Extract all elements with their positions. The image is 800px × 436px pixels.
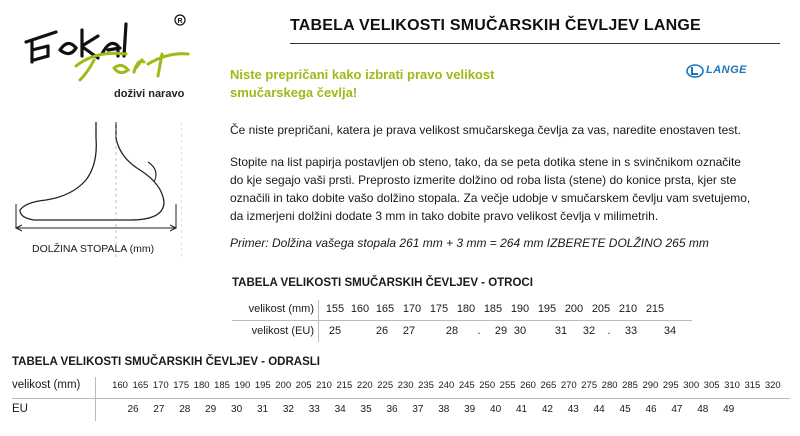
- row-label: velikost (mm): [248, 303, 314, 315]
- table-cell: 170: [402, 303, 422, 315]
- table-cell: 210: [316, 380, 332, 391]
- table-cell: 32: [282, 404, 294, 415]
- table-cell: 31: [554, 325, 568, 337]
- table-cell: 33: [308, 404, 320, 415]
- table-cell: 180: [456, 303, 476, 315]
- table-cell: 45: [619, 404, 631, 415]
- table-cell: 30: [231, 404, 243, 415]
- table-cell: 250: [479, 380, 496, 391]
- table-cell: 240: [438, 380, 455, 391]
- table-cell: 37: [412, 404, 424, 415]
- table-cell: 245: [458, 380, 475, 391]
- table-cell: 310: [724, 380, 740, 391]
- table-cell: 210: [618, 303, 638, 315]
- lange-wordmark: LANGE: [706, 64, 747, 76]
- table-cell: 170: [152, 380, 169, 391]
- paragraph-line: da izmerjeni dolžini dodate 3 mm in tako dobite pravo velikost čevlja v milimetrih.: [230, 209, 659, 223]
- bokal-sport-logo: [18, 10, 198, 105]
- title-underline: [290, 43, 780, 44]
- table-cell: 38: [438, 404, 450, 415]
- table-cell: 215: [645, 303, 665, 315]
- table-cell: 28: [179, 404, 191, 415]
- table-cell: 29: [494, 325, 508, 337]
- adult-table-divider: [12, 398, 790, 399]
- foot-length-caption: DOLŽINA STOPALA (mm): [32, 243, 155, 255]
- paragraph-line: Stopite na list papirja postavljen ob steno, tako, da se peta dotika stene in s svinčnikom označite: [230, 155, 741, 169]
- children-mm-row: [232, 303, 692, 321]
- table-cell: 48: [697, 404, 709, 415]
- logo-mark: [18, 10, 198, 95]
- table-cell: 34: [663, 325, 677, 337]
- table-cell: 225: [377, 380, 394, 391]
- table-cell: 305: [703, 380, 720, 391]
- table-cell: 320: [764, 380, 781, 391]
- table-cell: 41: [515, 404, 528, 415]
- table-cell: 300: [683, 380, 700, 391]
- table-cell: 195: [537, 303, 557, 315]
- paragraph-line: označili in tako dobite vašo dolžino stopala. Za večje udobje v smučarskem čevlju vam svetujemo,: [230, 191, 751, 205]
- table-cell: 280: [601, 380, 618, 391]
- table-cell: 49: [723, 404, 735, 415]
- table-cell: 40: [490, 404, 502, 415]
- table-cell: 27: [153, 404, 165, 415]
- table-cell: 190: [510, 303, 530, 315]
- paragraph-line: do kje segajo vaši prsti. Preprosto izmerite dolžino od roba lista (stene) do konice prsta, kjer ste: [230, 173, 737, 187]
- table-cell: 200: [564, 303, 584, 315]
- registered-letter: R: [177, 18, 183, 25]
- table-cell: 30: [513, 325, 527, 337]
- table-cell: 230: [397, 380, 414, 391]
- table-cell: 235: [418, 380, 434, 391]
- lange-emblem-icon: [686, 64, 704, 78]
- table-cell: 26: [127, 404, 139, 415]
- table-cell: 195: [254, 380, 271, 391]
- page-title: TABELA VELIKOSTI SMUČARSKIH ČEVLJEV LANGE: [290, 17, 701, 34]
- table-cell: 28: [445, 325, 459, 337]
- intro-paragraph-2: [230, 153, 790, 225]
- table-cell: 315: [744, 380, 761, 391]
- table-cell: 175: [429, 303, 449, 315]
- table-cell: 220: [356, 380, 373, 391]
- logo-tagline: doživi naravo: [114, 88, 185, 100]
- table-cell: 215: [336, 380, 353, 391]
- table-cell: .: [607, 325, 611, 337]
- table-cell: 295: [662, 380, 679, 391]
- table-cell: 27: [402, 325, 416, 337]
- row-label: velikost (EU): [251, 325, 314, 337]
- table-cell: 160: [112, 380, 128, 391]
- children-table-title: TABELA VELIKOSTI SMUČARSKIH ČEVLJEV - OTROCI: [232, 277, 533, 289]
- table-cell: 200: [275, 380, 292, 391]
- table-cell: 25: [328, 325, 342, 337]
- table-cell: 31: [256, 404, 269, 415]
- table-cell: 32: [582, 325, 596, 337]
- table-cell: 260: [520, 380, 536, 391]
- adult-mm-row: [12, 379, 790, 395]
- table-cell: 34: [334, 404, 346, 415]
- table-cell: 165: [375, 303, 395, 315]
- lange-logo: [686, 64, 776, 78]
- table-cell: 36: [386, 404, 398, 415]
- table-cell: 33: [624, 325, 638, 337]
- intro-paragraph-1: Če niste prepričani, katera je prava velikost smučarskega čevlja za vas, naredite enostaven test.: [230, 123, 741, 137]
- adult-eu-row: [12, 403, 790, 419]
- intro-headline: [230, 66, 610, 102]
- table-cell: 190: [234, 380, 251, 391]
- table-cell: 26: [375, 325, 389, 337]
- example-calculation: Primer: Dolžina vašega stopala 261 mm + 3 mm = 264 mm IZBERETE DOLŽINO 265 mm: [230, 236, 709, 250]
- table-cell: .: [477, 325, 481, 337]
- table-cell: 275: [581, 380, 598, 391]
- table-cell: 39: [464, 404, 476, 415]
- table-cell: 180: [193, 380, 210, 391]
- table-cell: 175: [173, 380, 190, 391]
- table-cell: 155: [325, 303, 345, 315]
- table-cell: 205: [295, 380, 312, 391]
- table-cell: 44: [593, 404, 605, 415]
- table-cell: 185: [483, 303, 503, 315]
- children-eu-row: [232, 325, 692, 343]
- table-cell: 255: [499, 380, 516, 391]
- table-cell: 46: [645, 404, 657, 415]
- adult-table-title: TABELA VELIKOSTI SMUČARSKIH ČEVLJEV - ODRASLI: [12, 356, 320, 368]
- table-cell: 285: [622, 380, 638, 391]
- intro-headline-line2: smučarskega čevlja!: [230, 85, 358, 100]
- children-table-divider: [232, 320, 692, 321]
- row-label: EU: [12, 403, 28, 415]
- table-cell: 165: [132, 380, 149, 391]
- table-cell: 35: [360, 404, 372, 415]
- intro-headline-line1: Niste prepričani kako izbrati pravo velikost: [230, 67, 495, 82]
- table-cell: 265: [540, 380, 557, 391]
- table-cell: 43: [567, 404, 579, 415]
- table-cell: 270: [560, 380, 577, 391]
- table-cell: 185: [214, 380, 230, 391]
- table-cell: 42: [541, 404, 553, 415]
- table-cell: 29: [205, 404, 217, 415]
- table-cell: 205: [591, 303, 611, 315]
- row-label: velikost (mm): [12, 379, 81, 391]
- table-cell: 290: [642, 380, 659, 391]
- table-cell: 47: [671, 404, 683, 415]
- table-cell: 160: [350, 303, 370, 315]
